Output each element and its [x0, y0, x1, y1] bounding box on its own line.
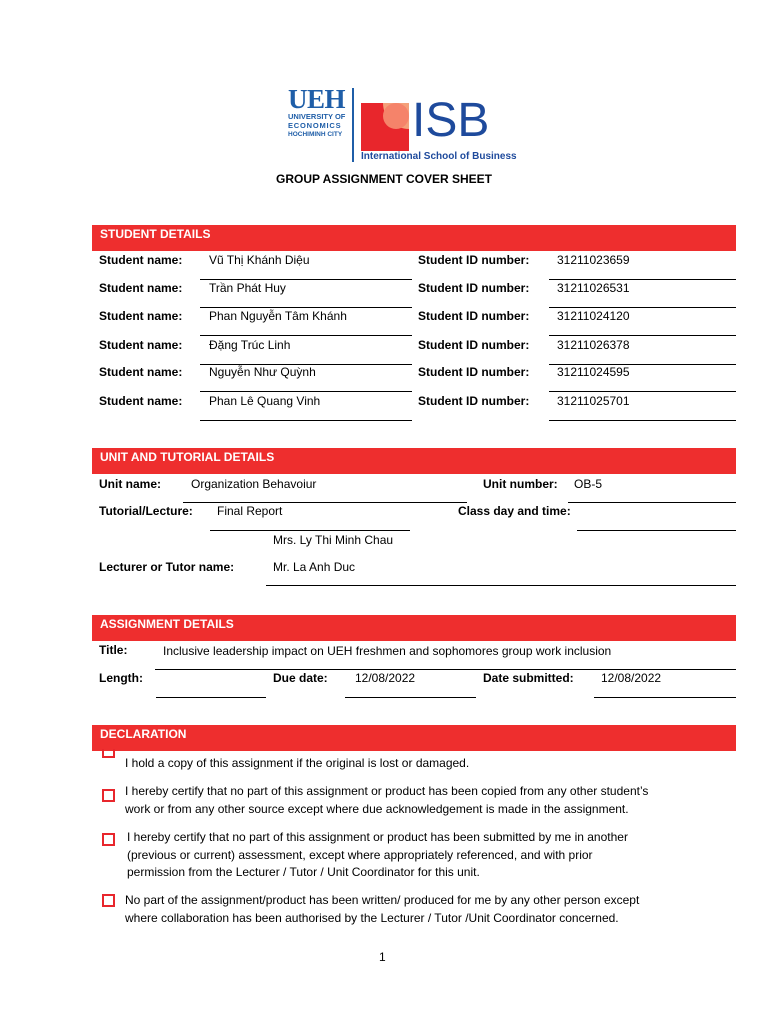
- student-name-label: Student name:: [99, 281, 183, 295]
- isb-logo-mark: [361, 103, 409, 151]
- date-submitted-value: 12/08/2022: [601, 671, 662, 685]
- declaration-text: (previous or current) assessment, except where appropriately referenced, and with prior: [127, 847, 593, 862]
- declaration-text: No part of the assignment/product has been written/ produced for me by any other person except: [125, 893, 640, 907]
- student-id-label: Student ID number:: [418, 338, 530, 352]
- unit-name-line: [183, 502, 467, 503]
- student-name-label: Student name:: [99, 338, 183, 352]
- length-line: [156, 697, 266, 698]
- student-name-label: Student name:: [99, 365, 183, 379]
- student-name-line: [200, 307, 412, 308]
- isb-logo-title: ISB: [412, 94, 490, 147]
- student-id-value: 31211025701: [557, 394, 630, 408]
- lecturer-line: [266, 585, 736, 586]
- isb-logo-subtitle: International School of Business: [361, 151, 517, 162]
- assignment-details-heading: ASSIGNMENT DETAILS: [100, 617, 234, 631]
- assignment-details-header: [92, 615, 736, 641]
- student-id-line: [549, 279, 736, 280]
- student-name-label: Student name:: [99, 309, 183, 323]
- declaration-checkbox[interactable]: [102, 833, 115, 846]
- student-id-value: 31211024120: [557, 309, 630, 323]
- student-id-value: 31211023659: [557, 253, 630, 267]
- unit-number-label: Unit number:: [483, 477, 558, 491]
- declaration-text: permission from the Lecturer / Tutor / Unit Coordinator for this unit.: [127, 865, 480, 879]
- student-name-line: [200, 420, 412, 421]
- student-id-label: Student ID number:: [418, 281, 530, 295]
- student-details-header: [92, 225, 736, 251]
- ueh-logo: [288, 86, 350, 156]
- unit-number-line: [568, 502, 736, 503]
- title-label: Title:: [99, 643, 128, 657]
- student-id-label: Student ID number:: [418, 365, 530, 379]
- unit-details-header: [92, 448, 736, 474]
- page-title: GROUP ASSIGNMENT COVER SHEET: [275, 172, 493, 186]
- declaration-header: [92, 725, 736, 751]
- tutorial-line: [210, 530, 410, 531]
- due-date-label: Due date:: [273, 671, 328, 685]
- title-line: [155, 669, 736, 670]
- declaration-text: I hold a copy of this assignment if the original is lost or damaged.: [125, 756, 470, 770]
- declaration-checkbox[interactable]: [102, 749, 115, 758]
- student-name-value: Phan Lê Quang Vinh: [209, 394, 321, 408]
- tutorial-label: Tutorial/Lecture:: [99, 504, 193, 518]
- student-name-value: Đặng Trúc Linh: [209, 338, 291, 352]
- unit-number-value: OB-5: [574, 477, 603, 491]
- lecturer-label: Lecturer or Tutor name:: [99, 560, 235, 574]
- title-value: Inclusive leadership impact on UEH freshmen and sophomores group work inclusion: [163, 644, 612, 658]
- declaration-text: I hereby certify that no part of this assignment or product has been submitted by me in another: [127, 830, 628, 844]
- student-name-line: [200, 279, 412, 280]
- date-submitted-line: [594, 697, 736, 698]
- student-name-label: Student name:: [99, 394, 183, 408]
- due-date-value: 12/08/2022: [355, 671, 416, 685]
- student-name-line: [200, 391, 412, 392]
- student-id-value: 31211026378: [557, 338, 630, 352]
- declaration-checkbox[interactable]: [102, 789, 115, 802]
- student-name-value: Trần Phát Huy: [209, 281, 286, 295]
- tutorial-value: Final Report: [217, 504, 283, 518]
- student-name-line: [200, 335, 412, 336]
- page-number: 1: [379, 950, 386, 964]
- student-id-line: [549, 335, 736, 336]
- logo-divider: [352, 88, 354, 162]
- student-details-heading: STUDENT DETAILS: [100, 227, 211, 241]
- student-id-label: Student ID number:: [418, 309, 530, 323]
- declaration-text: I hereby certify that no part of this assignment or product has been copied from any other student’s: [125, 784, 649, 798]
- student-name-value: Phan Nguyễn Tâm Khánh: [209, 309, 347, 323]
- ueh-logo-line: UNIVERSITY OF: [288, 112, 346, 121]
- declaration-text: where collaboration has been authorised by the Lecturer / Tutor /Unit Coordinator concerned.: [125, 910, 619, 925]
- declaration-heading: DECLARATION: [100, 727, 187, 741]
- unit-name-label: Unit name:: [99, 477, 162, 491]
- student-id-line: [549, 420, 736, 421]
- student-id-line: [549, 307, 736, 308]
- ueh-logo-line: ECONOMICS: [288, 121, 342, 130]
- lecturer-value: Mr. La Anh Duc: [273, 560, 356, 574]
- date-submitted-label: Date submitted:: [483, 671, 574, 685]
- student-id-value: 31211024595: [557, 365, 630, 379]
- ueh-logo-line: HOCHIMINH CITY: [288, 131, 343, 138]
- lecturer-value: Mrs. Ly Thi Minh Chau: [273, 533, 394, 547]
- due-date-line: [345, 697, 476, 698]
- student-id-label: Student ID number:: [418, 394, 530, 408]
- declaration-text: work or from any other source except where due acknowledgement is made in the assignment.: [125, 801, 629, 816]
- student-name-value: Nguyễn Như Quỳnh: [209, 365, 316, 379]
- unit-name-value: Organization Behavoiur: [191, 477, 317, 491]
- student-name-value: Vũ Thị Khánh Diệu: [209, 253, 310, 267]
- student-id-label: Student ID number:: [418, 253, 530, 267]
- class-day-line: [577, 530, 736, 531]
- student-id-value: 31211026531: [557, 281, 630, 295]
- ueh-logo-title: UEH: [288, 84, 346, 114]
- declaration-checkbox[interactable]: [102, 894, 115, 907]
- student-name-label: Student name:: [99, 253, 183, 267]
- class-day-label: Class day and time:: [458, 504, 571, 518]
- length-label: Length:: [99, 671, 143, 685]
- unit-details-heading: UNIT AND TUTORIAL DETAILS: [100, 450, 275, 464]
- student-id-line: [549, 391, 736, 392]
